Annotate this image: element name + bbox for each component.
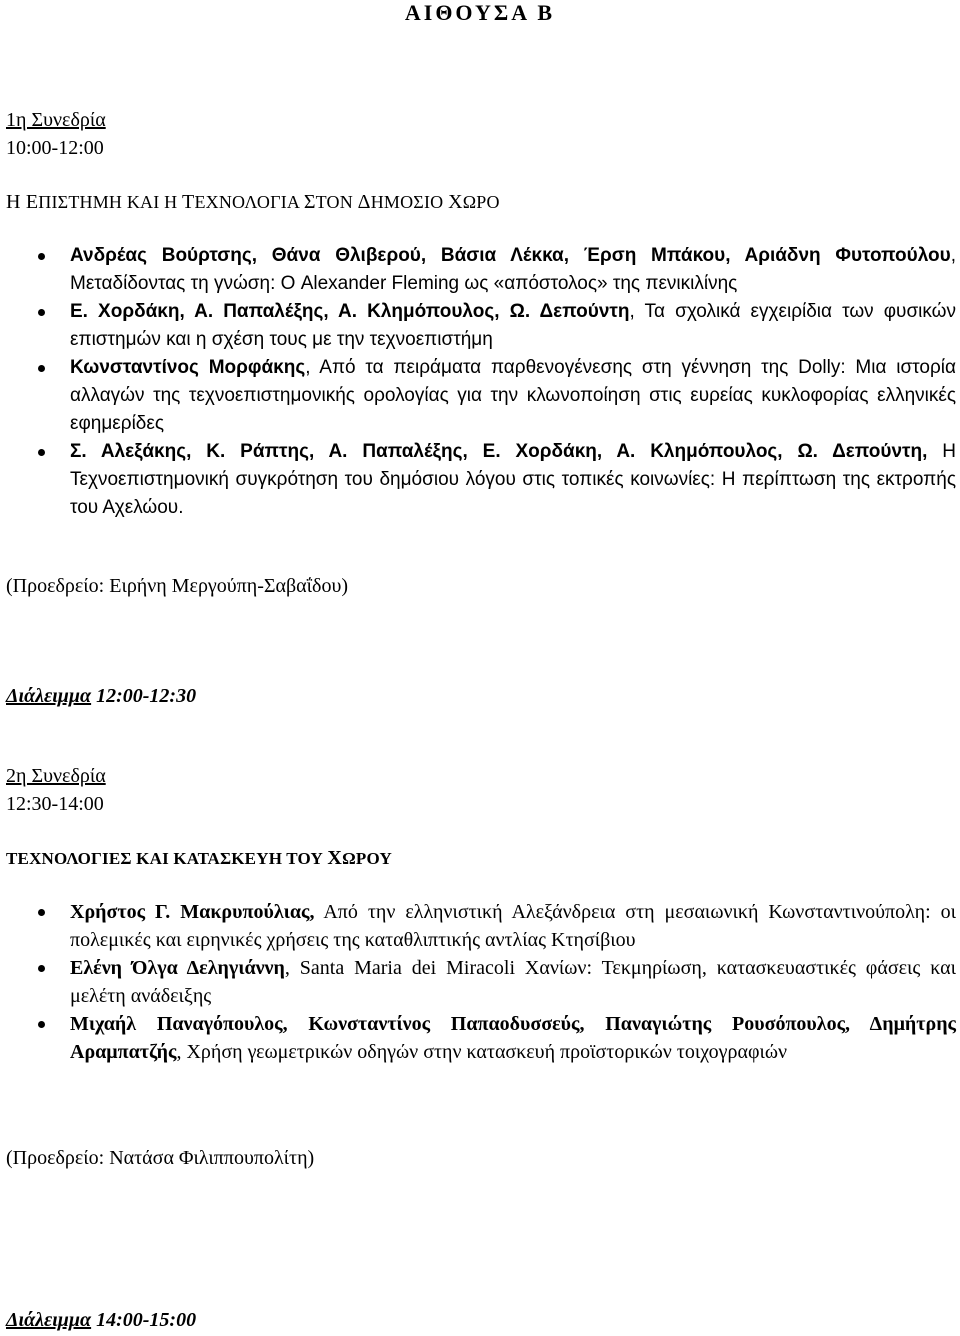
theme-text: ΤΕΧΝΟΛΟΓΙΕΣ ΚΑΙ ΚΑΤΑΣΚΕΥΗ ΤΟΥ (6, 849, 328, 868)
hall-title: ΑΙΘΟΥΣΑ Β (404, 0, 556, 25)
talk-item (0, 298, 960, 354)
talk-title: , Από τα πειράματα παρθενογένεσης στη γέννηση της Dolly: Μια ιστορία αλλαγών της τεχνοεπιστημονικής ορολογίας για την κλωνοποίηση στις ευρείας κυκλοφορίας ελληνικές εφημερίδες (70, 357, 957, 434)
talk-authors: Σ. Αλεξάκης, Κ. Ράπτης, Α. Παπαλέξης, Ε. Χορδάκη, Α. Κλημόπουλος, Ω. Δεπούντη, (70, 441, 928, 462)
session-1-talk-list (0, 242, 960, 522)
break-label: Διάλειμμα (6, 685, 92, 707)
break-time: 12:00-12:30 (91, 685, 197, 707)
break-2 (6, 1306, 956, 1334)
talk-authors: Ανδρέας Βούρτσης, Θάνα Θλιβερού, Βάσια Λέκκα, Έρση Μπάκου, Αριάδνη Φυτοπούλου (70, 245, 951, 266)
theme-text: ΕΧΝΟΛΟΓΙΑ (194, 192, 304, 212)
talk-title: , Santa Maria dei Miracoli Χανίων: Τεκμηρίωση, κατασκευαστικές φάσεις και μελέτη ανάδειξης (70, 957, 956, 1007)
theme-text: ΗΜΟΣΙΟ (370, 192, 449, 212)
session-2-time: 12:30-14:00 (6, 793, 104, 815)
theme-text: ΤΟΝ (315, 192, 358, 212)
talk-title: Από την ελληνιστική Αλεξάνδρεια στη μεσαιωνική Κωνσταντινούπολη: οι πολεμικές και ειρηνικές χρήσεις της καταθλιπτικής αντλίας Κτησίβιου (70, 901, 957, 951)
theme-text: Σ (303, 191, 316, 213)
session-1-chair: (Προεδρείο: Ειρήνη Μεργούπη-Σαβαΐδου) (6, 575, 349, 597)
talk-item (0, 354, 960, 438)
session-label: 1η Συνεδρία (6, 109, 106, 131)
talk-title: , Χρήση γεωμετρικών οδηγών στην κατασκευή προϊστορικών τοιχογραφιών (176, 1041, 788, 1063)
talk-title: , Τα σχολικά εγχειρίδια των φυσικών επιστημών και η σχέση τους με την τεχνοεπιστήμη (70, 301, 956, 350)
talk-item (0, 438, 960, 522)
theme-text: Χ (448, 191, 463, 213)
session-label: 2η Συνεδρία (6, 765, 106, 787)
theme-text: Τ (182, 191, 195, 213)
session-1-theme (6, 188, 956, 216)
theme-text: Χ (327, 847, 343, 869)
session-1-time: 10:00-12:00 (6, 137, 104, 159)
session-2-label (6, 762, 956, 790)
talk-authors: Χρήστος Γ. Μακρυπούλιας, (70, 901, 315, 923)
talk-item (0, 954, 960, 1010)
talk-item (0, 898, 960, 954)
talk-item (0, 242, 960, 298)
talk-authors: Μιχαήλ Παναγόπουλος, Κωνσταντίνος Παπαοδυσσεύς, Παναγιώτης Ρουσόπουλος, Δημήτρης Αραμπατζής (70, 1013, 956, 1063)
theme-text: ΩΡΟΥ (342, 849, 392, 868)
talk-title: , Μεταδίδοντας τη γνώση: Ο Alexander Fleming ως «απόστολος» της πενικιλίνης (70, 245, 956, 294)
theme-text: Ε (25, 191, 39, 213)
talk-authors: Ελένη Όλγα Δεληγιάννη (70, 957, 285, 979)
talk-title: Η Τεχνοεπιστημονική συγκρότηση του δημόσιου λόγου στις τοπικές κοινωνίες: Η περίπτωση της εκτροπής του Αχελώου. (70, 441, 956, 518)
session-1-label (6, 106, 956, 134)
talk-authors: Κωνσταντίνος Μορφάκης (70, 357, 306, 378)
break-time: 14:00-15:00 (91, 1309, 197, 1331)
theme-text: Η (6, 191, 26, 213)
theme-text: Δ (357, 191, 371, 213)
theme-text: ΠΙΣΤΗΜΗ ΚΑΙ Η (38, 192, 183, 212)
session-2-chair: (Προεδρείο: Νατάσα Φιλιππουπολίτη) (6, 1147, 315, 1169)
talk-item (0, 1010, 960, 1066)
session-2-talk-list (0, 898, 960, 1066)
theme-text: ΩΡΟ (462, 192, 500, 212)
break-1 (6, 682, 956, 710)
break-label: Διάλειμμα (6, 1309, 92, 1331)
talk-authors: Ε. Χορδάκη, Α. Παπαλέξης, Α. Κλημόπουλος, Ω. Δεπούντη (70, 301, 630, 322)
session-2-theme (6, 844, 956, 873)
